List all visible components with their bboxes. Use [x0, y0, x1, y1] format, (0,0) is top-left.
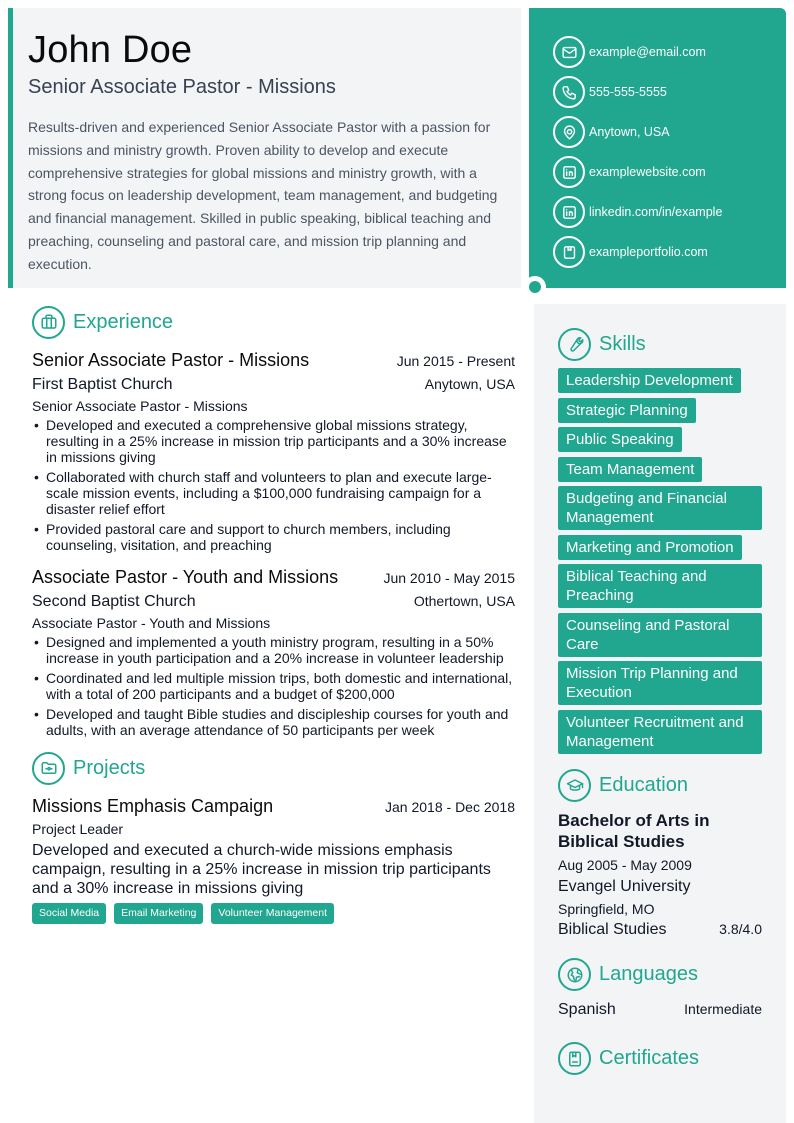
header-summary-panel	[8, 8, 521, 288]
candidate-name: John Doe	[28, 29, 193, 71]
education-dates: Aug 2005 - May 2009	[558, 856, 692, 873]
certificates-title: Certificates	[599, 1047, 700, 1069]
projects-heading	[32, 750, 515, 786]
contact-portfolio[interactable]	[553, 232, 786, 272]
list-item: • Developed and executed a comprehensive global missions strategy, resulting in a 25% increase in mission trip participants and a 30% increase in missions giving	[32, 417, 515, 465]
languages-title: Languages	[599, 963, 698, 985]
graduation-cap-icon	[558, 769, 591, 802]
skills-list	[558, 368, 762, 754]
project-dates: Jan 2018 - Dec 2018	[385, 799, 515, 815]
experience-title: Experience	[73, 310, 174, 333]
job-role: Associate Pastor - Youth and Missions	[32, 615, 271, 631]
job-dates: Jun 2010 - May 2015	[383, 570, 515, 586]
job-title: Senior Associate Pastor - Missions	[32, 350, 310, 370]
skills-title: Skills	[599, 332, 646, 355]
job-company: Second Baptist Church	[32, 593, 196, 610]
contact-phone[interactable]	[553, 72, 786, 112]
job-title: Associate Pastor - Youth and Missions	[32, 567, 339, 587]
education-degree: Bachelor of Arts in Biblical Studies	[558, 810, 710, 851]
linkedin-icon	[553, 156, 585, 188]
skill-badge: Team Management	[558, 457, 702, 482]
projects-title: Projects	[73, 756, 146, 779]
skill-badge: Budgeting and Financial Management	[558, 486, 762, 530]
project-title: Missions Emphasis Campaign	[32, 796, 274, 816]
list-item: • Collaborated with church staff and volunteers to plan and execute large-scale mission events, including a $100,000 fundraising campaign for a disaster relief effort	[32, 469, 515, 517]
portfolio-icon	[553, 236, 585, 268]
skill-badge: Marketing and Promotion	[558, 535, 742, 560]
sidebar-column	[534, 304, 786, 1123]
job-bullets	[32, 634, 515, 738]
globe-icon	[558, 958, 591, 991]
candidate-title: Senior Associate Pastor - Missions	[28, 76, 336, 98]
decorative-dot	[524, 276, 546, 298]
contact-email[interactable]	[553, 32, 786, 72]
skill-badge: Volunteer Recruitment and Management	[558, 710, 762, 754]
skill-badge: Strategic Planning	[558, 398, 696, 423]
language-name: Spanish	[558, 1000, 616, 1018]
location-icon	[553, 116, 585, 148]
skill-badge: Counseling and Pastoral Care	[558, 613, 762, 657]
contact-phone-text: 555-555-5555	[589, 85, 667, 99]
list-item: • Designed and implemented a youth ministry program, resulting in a 50% increase in youth participation and a 20% increase in volunteer leadership	[32, 634, 515, 666]
certificate-icon	[558, 1042, 591, 1075]
email-icon	[553, 36, 585, 68]
project-description: Developed and executed a church-wide missions emphasis campaign, resulting in a 25% increase in mission trip participants and a 30% increase in missions giving	[32, 842, 491, 897]
job-entry	[32, 348, 515, 553]
main-column	[32, 304, 515, 924]
wrench-icon	[558, 328, 591, 361]
certificates-heading	[558, 1041, 762, 1077]
education-title: Education	[599, 774, 688, 796]
education-field: Biblical Studies	[558, 920, 667, 938]
linkedin-icon	[553, 196, 585, 228]
briefcase-icon	[32, 306, 65, 339]
job-company: First Baptist Church	[32, 376, 173, 393]
education-heading	[558, 768, 762, 804]
skills-heading	[558, 326, 762, 362]
tag-badge: Volunteer Management	[211, 903, 334, 924]
contact-email-text: example@email.com	[589, 45, 706, 59]
contact-panel	[529, 8, 786, 288]
tag-badge: Social Media	[32, 903, 106, 924]
skill-badge: Biblical Teaching and Preaching	[558, 564, 762, 608]
education-school: Evangel University	[558, 877, 691, 895]
phone-icon	[553, 76, 585, 108]
project-tags	[32, 903, 515, 924]
contact-website[interactable]	[553, 152, 786, 192]
job-dates: Jun 2015 - Present	[396, 353, 515, 369]
project-role: Project Leader	[32, 821, 124, 837]
skill-badge: Leadership Development	[558, 368, 741, 393]
job-entry	[32, 565, 515, 738]
contact-location-text: Anytown, USA	[589, 125, 670, 139]
project-entry	[32, 794, 515, 924]
skill-badge: Mission Trip Planning and Execution	[558, 661, 762, 705]
contact-linkedin[interactable]	[553, 192, 786, 232]
contact-portfolio-text: exampleportfolio.com	[589, 245, 708, 259]
contact-linkedin-text: linkedin.com/in/example	[589, 205, 723, 219]
job-role: Senior Associate Pastor - Missions	[32, 398, 248, 414]
summary-text: Results-driven and experienced Senior Associate Pastor with a passion for missions and ministry growth. Proven ability to develop and execute comprehensive strategies for global missions and ministry growth, with a strong focus on leadership development, team management, and budgeting and financial management. Skilled in public speaking, biblical teaching and preaching, counseling and pastoral care, and mission trip planning and execution.	[28, 119, 498, 272]
language-level: Intermediate	[684, 1000, 762, 1017]
tag-badge: Email Marketing	[114, 903, 203, 924]
education-gpa: 3.8/4.0	[719, 920, 762, 937]
education-entry	[558, 810, 762, 939]
job-location: Anytown, USA	[424, 376, 515, 392]
languages-heading	[558, 957, 762, 993]
folder-icon	[32, 752, 65, 785]
job-location: Othertown, USA	[413, 593, 515, 609]
education-location: Springfield, MO	[558, 900, 655, 917]
contact-website-text: examplewebsite.com	[589, 165, 706, 179]
list-item: • Provided pastoral care and support to church members, including counseling, visitation, and preaching	[32, 521, 515, 553]
list-item: • Developed and taught Bible studies and discipleship courses for youth and adults, with an average attendance of 50 participants per week	[32, 706, 515, 738]
contact-location	[553, 112, 786, 152]
experience-heading	[32, 304, 515, 340]
list-item: • Coordinated and led multiple mission trips, both domestic and international, with a total of 200 participants and a budget of $200,000	[32, 670, 515, 702]
skill-badge: Public Speaking	[558, 427, 682, 452]
language-entry	[558, 1001, 762, 1019]
job-bullets	[32, 417, 515, 553]
